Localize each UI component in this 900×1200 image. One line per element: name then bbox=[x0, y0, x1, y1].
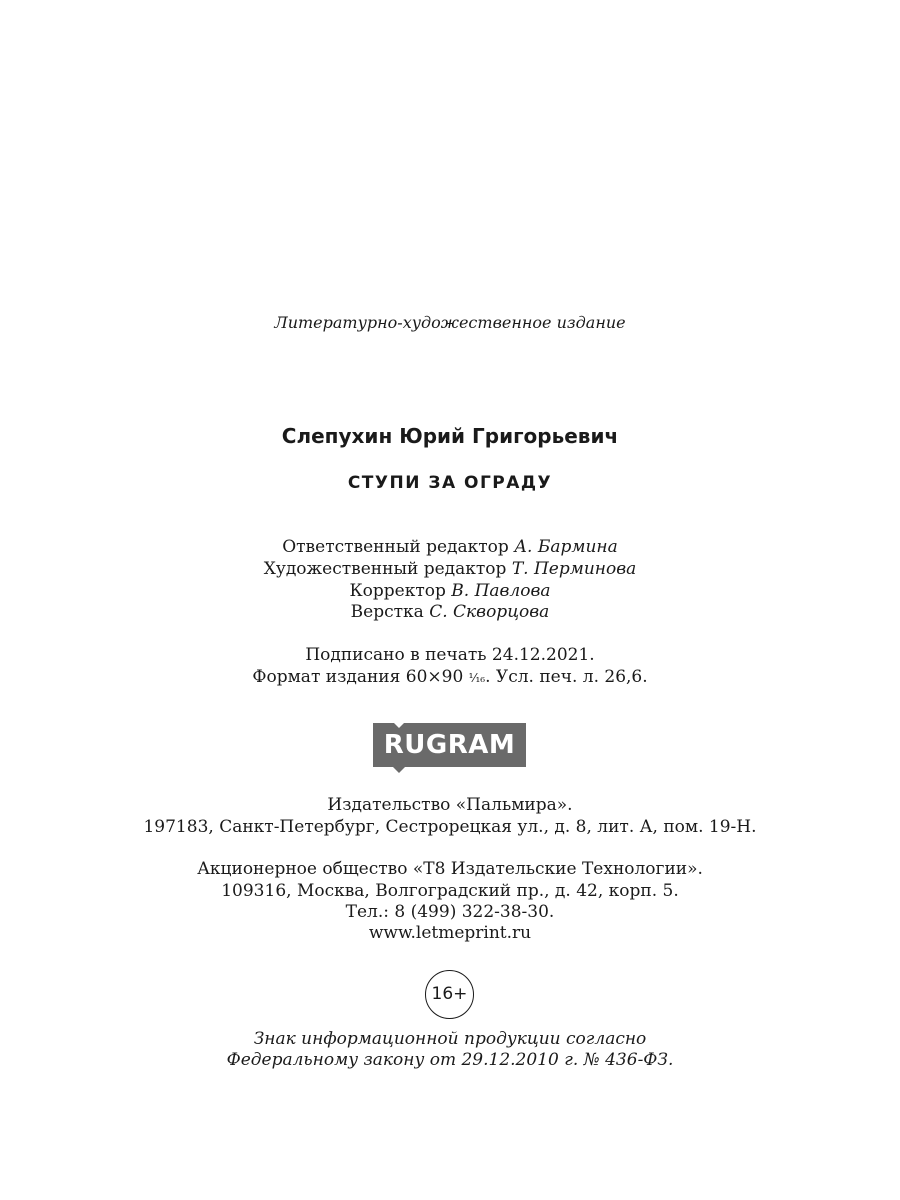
format-suffix: . Усл. печ. л. 26,6. bbox=[485, 667, 648, 687]
printer-name: Акционерное общество «Т8 Издательские Технологии». bbox=[197, 859, 703, 879]
printer-address: 109316, Москва, Волгоградский пр., д. 42, корп. 5. bbox=[221, 881, 679, 901]
credit-role: Ответственный редактор bbox=[282, 537, 509, 557]
print-format bbox=[0, 666, 900, 689]
format-fraction: ¹⁄₁₆ bbox=[468, 671, 486, 685]
signed-to-print: Подписано в печать 24.12.2021. bbox=[305, 645, 595, 665]
credit-line-art-editor bbox=[0, 558, 900, 580]
age-notice-line2: Федеральному закону от 29.12.2010 г. № 436-ФЗ. bbox=[226, 1050, 674, 1070]
format-prefix: Формат издания 60×90 bbox=[252, 667, 469, 687]
edition-type: Литературно-художественное издание bbox=[274, 313, 626, 332]
printer-website: www.letmeprint.ru bbox=[368, 923, 532, 943]
age-rating-badge: 16+ bbox=[425, 970, 474, 1019]
age-notice-line1: Знак информационной продукции согласно bbox=[253, 1029, 647, 1049]
publisher-name: Издательство «Пальмира». bbox=[327, 795, 573, 815]
credit-name: А. Бармина bbox=[514, 537, 618, 557]
credit-name: С. Скворцова bbox=[429, 602, 550, 622]
credit-line-editor bbox=[0, 536, 900, 558]
credit-name: Т. Перминова bbox=[511, 559, 637, 579]
credit-line-corrector bbox=[0, 580, 900, 602]
book-title: СТУПИ ЗА ОГРАДУ bbox=[347, 473, 553, 493]
credit-role: Верстка bbox=[350, 602, 424, 622]
publisher-address: 197183, Санкт-Петербург, Сестрорецкая ул., д. 8, лит. А, пом. 19-Н. bbox=[143, 817, 757, 837]
logo-text: RUGRAM bbox=[383, 730, 516, 760]
book-author: Слепухин Юрий Григорьевич bbox=[281, 424, 619, 448]
credit-line-layout bbox=[0, 601, 900, 623]
rugram-logo bbox=[373, 723, 526, 771]
credit-role: Корректор bbox=[349, 581, 446, 601]
logo-notch-bottom bbox=[393, 767, 405, 773]
credit-role: Художественный редактор bbox=[263, 559, 507, 579]
printer-phone: Тел.: 8 (499) 322-38-30. bbox=[345, 902, 555, 922]
credit-name: В. Павлова bbox=[451, 581, 551, 601]
